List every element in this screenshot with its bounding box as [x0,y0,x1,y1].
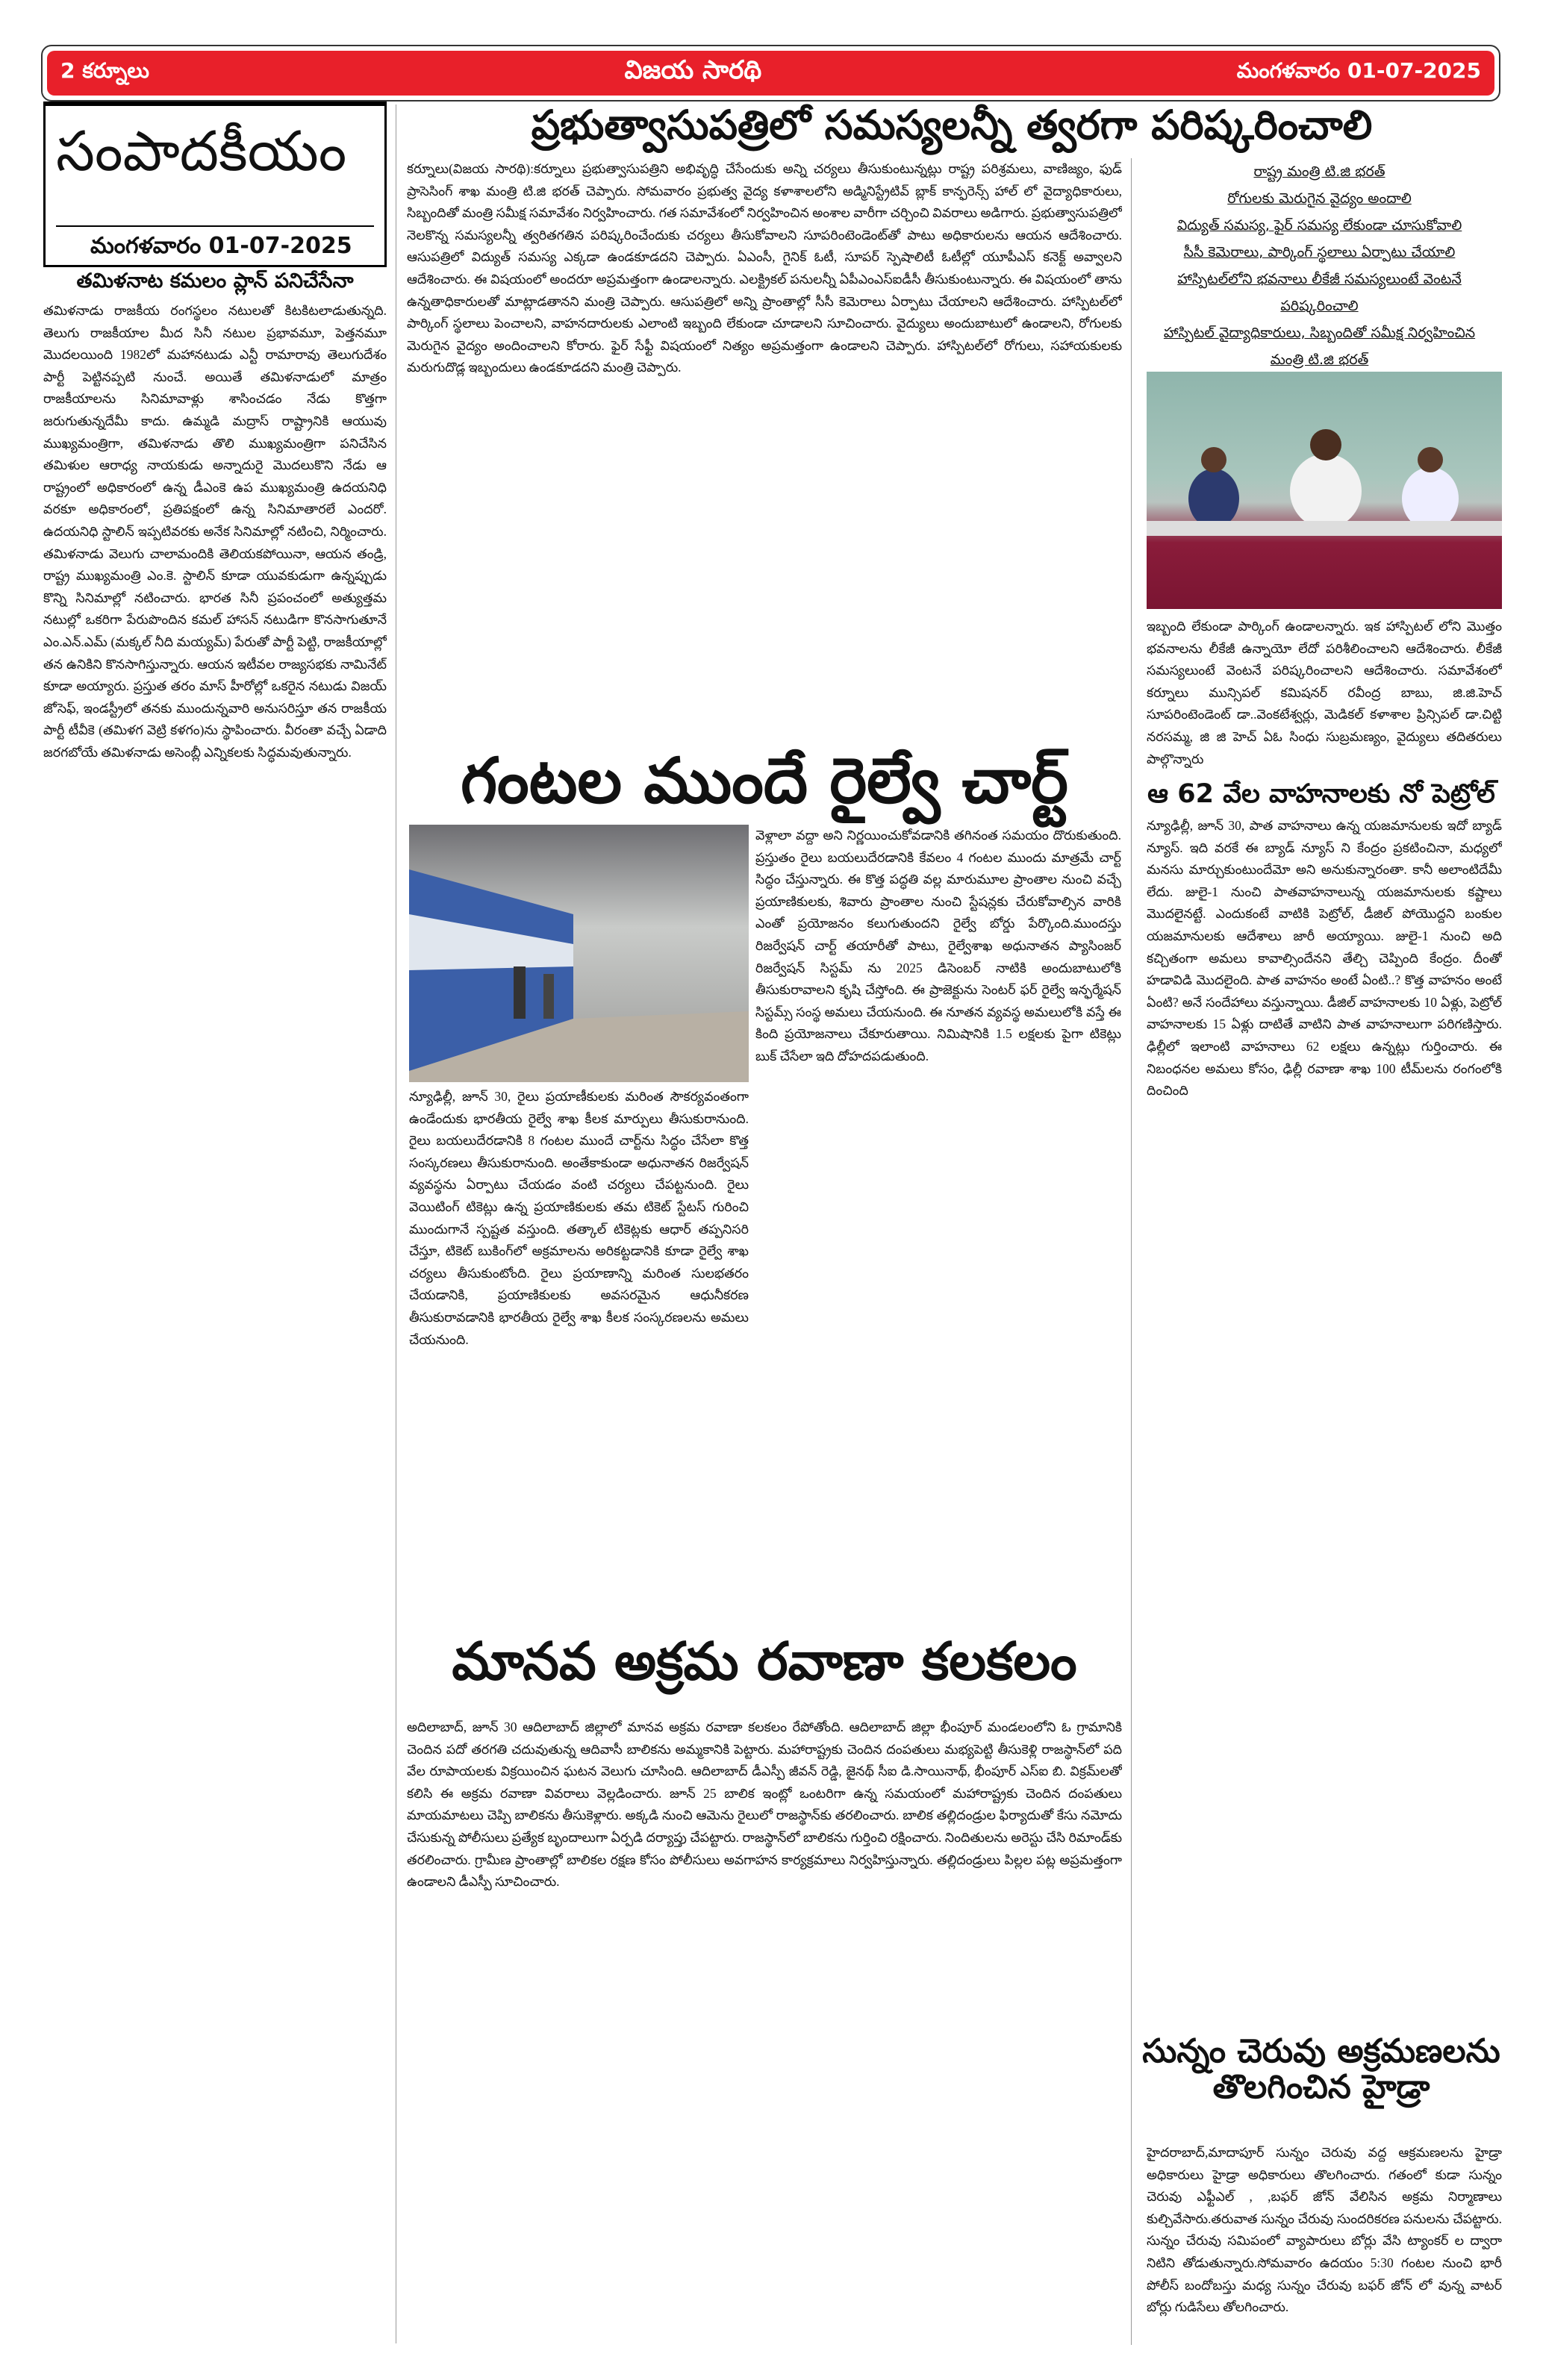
trafficking-headline: మానవ అక్రమ రవాణా కలకలం [452,1631,1077,1692]
hydra-headline-line1: సున్నం చెరువు అక్రమణలను [1142,2032,1500,2070]
subhead: రోగులకు మెరుగైన వైద్యం అందాలి [1227,190,1412,207]
subhead: హాస్పిటల్‌లోని భవనాలు లీకేజీ సమస్యలుంటే వెంటనే [1177,271,1462,287]
railway-body-col1: న్యూఢిల్లీ, జూన్ 30, రైలు ప్రయాణీకులకు మరింత సౌకర్యవంతంగా ఉండేందుకు భారతీయ రైల్వే శాఖ కీలక మార్పులు తీసుకురానుంది. రైలు బయలుదేరడానికి 8 గంటల ముందే చార్ట్‌ను సిద్ధం చేసేలా కొత్త సంస్కరణలు తీసుకురానుంది. అంతేకాకుండా అధునాతన రిజర్వేషన్ వ్యవస్థను ఏర్పాటు చేయడం వంటి చర్యలు చేపట్టనుంది. రైలు వెయిటింగ్ టికెట్లు ఉన్న ప్రయాణికులకు తమ టికెట్ స్టేటస్ గురించి ముందుగానే స్పష్టత వస్తుంది. తత్కాల్ టికెట్లకు ఆధార్ తప్పనిసరి చేస్తూ, టికెట్ బుకింగ్‌లో అక్రమాలను అరికట్టడానికి కూడా రైల్వే శాఖ చర్యలు తీసుకుంటోంది. రైలు ప్రయాణాన్ని మరింత సులభతరం చేయడానికి, ప్రయాణికులకు అవసరమైన ఆధునీకరణ తీసుకురావడానికి భారతీయ రైల్వే శాఖ కీలక సంస్కరణలను అమలు చేయనుంది. [409,1089,749,1347]
hospital-body-continued: ఇబ్బంది లేకుండా పార్కింగ్ ఉండాలన్నారు. ఇక హాస్పిటల్ లోని మొత్తం భవనాలను లీకేజీ ఉన్నాయో లేదో పరిశీలించాలని ఆదేశించారు. లీకేజీ సమస్యలుంటే వెంటనే పరిష్కరించాలని ఆదేశించారు. సమావేశంలో కర్నూలు మున్సిపల్ కమిషనర్ రవీంద్ర బాబు, జి.జి.హెచ్ సూపరింటెండెంట్ డా..వెంకటేశ్వర్లు, మెడికల్ కళాశాల ప్రిన్సిపల్ డా.చిట్టి నరసమ్మ, జి జి హెచ్ ఏఓ సింధు సుబ్రమణ్యం, వైద్యులు తదితరులు పాల్గొన్నారు [1147,619,1502,766]
editorial-box [43,101,387,267]
vehicles-headline: ఆ 62 వేల వాహనాలకు నో పెట్రోల్ [1147,779,1495,809]
newspaper-title: విజయ సారథి [624,55,762,85]
divider [56,225,374,227]
hydra-headline-line2: తొలగించిన హైడ్రా [1212,2068,1430,2107]
page-number: 2 కర్నూలు [60,58,149,83]
hydra-headline [1142,2034,1500,2106]
subhead: విద్యుత్ సమస్య, ఫైర్ సమస్య లేకుండా చూసుకోవాలి [1176,217,1462,234]
subhead: సీసీ కెమెరాలు, పార్కింగ్ స్థలాలు ఏర్పాటు చేయాలి [1183,244,1456,260]
trafficking-body: అదిలాబాద్, జూన్ 30 ఆదిలాబాద్ జిల్లాలో మానవ అక్రమ రవాణా కలకలం రేపోతోంది. ఆదిలాబాద్ జిల్లా భీంపూర్ మండలంలోని ఓ గ్రామానికి చెందిన పదో తరగతి చదువుతున్న ఆదివాసీ బాలికను అమ్మకానికి పెట్టారు. మహారాష్ట్రకు చెందిన దంపతులు మభ్యపెట్టి తీసుకెళ్లి రాజస్థాన్‌లో పది వేల రూపాయలకు విక్రయించిన ఘటన వెలుగు చూసింది. ఆదిలాబాద్ డీఎస్పీ జీవన్ రెడ్డి, జైనథ్ సీఐ డి.సాయినాథ్, భీంపూర్ ఎస్ఐ బి. విక్రమ్‌లతో కలిసి ఈ అక్రమ రవాణా వివరాలు వెల్లడించారు. జూన్ 25 బాలిక ఇంట్లో ఒంటరిగా ఉన్న సమయంలో మహారాష్ట్రకు చెందిన దంపతులు మాయమాటలు చెప్పి బాలికను తీసుకెళ్లారు. అక్కడి నుంచి ఆమెను రైలులో రాజస్థాన్‌కు తరలించారు. బాలిక తల్లిదండ్రుల ఫిర్యాదుతో కేసు నమోదు చేసుకున్న పోలీసులు ప్రత్యేక బృందాలుగా ఏర్పడి దర్యాప్తు చేపట్టారు. రాజస్థాన్‌లో బాలికను గుర్తించి రక్షించారు. నిందితులను అరెస్టు చేసి రిమాండ్‌కు తరలించారు. గ్రామీణ ప్రాంతాల్లో బాలికల రక్షణ కోసం పోలీసులు అవగాహన కార్యక్రమాలు నిర్వహిస్తున్నారు. తల్లిదండ్రులు పిల్లల పట్ల అప్రమత్తంగా ఉండాలని డీఎస్పీ సూచించారు. [407,1720,1122,1890]
hospital-headline: ప్రభుత్వాసుపత్రిలో సమస్యలన్నీ త్వరగా పరిష్కరించాలి [531,101,1373,149]
issue-date: మంగళవారం 01-07-2025 [1236,58,1481,83]
hospital-body: కర్నూలు(విజయ సారథి):కర్నూలు ప్రభుత్వాసుపత్రిని అభివృద్ధి చేసేందుకు అన్ని చర్యలు తీసుకుంటున్నట్లు రాష్ట్ర పరిశ్రమలు, వాణిజ్యం, ఫుడ్ ప్రాసెసింగ్ శాఖ మంత్రి టి.జి భరత్ చెప్పారు. సోమవారం ప్రభుత్వ వైద్య కళాశాలలోని అడ్మినిస్ట్రేటివ్ బ్లాక్ కాన్ఫరెన్స్ హాల్ లో వైద్యాధికారులు, సిబ్బందితో మంత్రి సమీక్ష సమావేశం నిర్వహించారు. గత సమావేశంలో నిర్వహించిన అంశాల వారీగా చర్చించి వివరాలు అడిగారు. ప్రభుత్వాసుపత్రిలో నెలకొన్న సమస్యలన్నీ త్వరితగతిన పరిష్కరించేందుకు చర్యలు తీసుకోవాలని సూపరింటెండెంట్‌తో పాటు అధికారులను ఆయన ఆదేశించారు. ఆసుపత్రిలో విద్యుత్ సమస్య ఎక్కడా ఉండకూడదని చెప్పారు. ఏఎంసీ, గైనిక్ ఓటీ, సూపర్ స్పెషాలిటీ ఓటీల్లో యూపీఎస్ కనెక్ట్ అవ్వాలని ఆదేశించారు. ఈ విషయంలో అందరూ అప్రమత్తంగా ఉండాలన్నారు. ఎలక్ట్రికల్ పనులన్నీ ఏపీఎంఎస్ఐడీసీ తీసుకుంటున్నారు. ఈ విషయంలో తాను ఉన్నతాధికారులతో మాట్లాడతానని మంత్రి చెప్పారు. ఆసుపత్రిలో అన్ని ప్రాంతాల్లో సీసీ కెమెరాలు ఏర్పాటు చేయాలని ఆదేశించారు. హాస్పిటల్‌లో పార్కింగ్ స్థలాలు పెంచాలని, వాహనదారులకు ఎలాంటి ఇబ్బంది లేకుండా చూడాలని సూచించారు. వైద్యులు అందుబాటులో ఉండాలని, రోగులకు మెరుగైన వైద్యం అందించాలని కోరారు. ఫైర్ సేఫ్టీ విషయంలో నిత్యం అప్రమత్తంగా ఉండాలని చెప్పారు. హాస్పిటల్‌లో రోగులు, సహాయకులకు మరుగుదొడ్ల ఇబ్బందులు ఉండకూడదని మంత్రి చెప్పారు. [407,161,1122,375]
hospital-subheads [1138,158,1500,373]
railway-platform-photo [409,825,749,1082]
railway-body-col2: వెళ్లాలా వద్దా అని నిర్ణయించుకోవడానికి తగినంత సమయం దొరుకుతుంది. ప్రస్తుతం రైలు బయలుదేరడానికి కేవలం 4 గంటల ముందు మాత్రమే చార్ట్ సిద్ధం చేస్తున్నారు. ఈ కొత్త పద్ధతి వల్ల మారుమూల ప్రాంతాల నుంచి వచ్చే ప్రయాణికులకు, శివారు ప్రాంతాల నుంచి స్టేషన్లకు చేరుకోవాల్సిన వారికి ఎంతో ప్రయోజనం కలుగుతుందని రైల్వే బోర్డు పేర్కొంది.ముందస్తు రిజర్వేషన్ చార్ట్ తయారీతో పాటు, రైల్వేశాఖ అధునాతన ప్యాసింజర్ రిజర్వేషన్ సిస్టమ్ ను 2025 డిసెంబర్ నాటికి అందుబాటులోకి తీసుకురావాలని కృషి చేస్తోంది. ఈ ప్రాజెక్టును సెంటర్ ఫర్ రైల్వే ఇన్ఫర్మేషన్ సిస్టమ్స్ సంస్థ అమలు చేయనుంది. ఈ నూతన వ్యవస్థ అమలులోకి వస్తే ఈ కింది ప్రయోజనాలు చేకూరుతాయి. నిమిషానికి 1.5 లక్షలకు పైగా టికెట్లు బుక్ చేసేలా ఇది దోహదపడుతుంది. [755,828,1121,1063]
subhead: మంత్రి టి.జి భరత్ [1270,352,1369,368]
railway-headline: గంటల ముందే రైల్వే చార్ట్ [461,744,1068,817]
editorial-headline: తమిళనాట కమలం ప్లాన్ పనిచేసేనా [76,269,354,293]
editorial-date: మంగళవారం 01-07-2025 [90,233,352,259]
masthead [41,45,1500,101]
train-illustration [409,825,749,1082]
subhead: రాష్ట్ర మంత్రి టి.జి భరత్ [1253,163,1385,180]
meeting-photo-figures [1147,372,1502,609]
editorial-body: తమిళనాడు రాజకీయ రంగస్థలం నటులతో కిటకిటలాడుతున్నది. తెలుగు రాజకీయాల మీద సినీ నటుల ప్రభావమూ, పెత్తనమూ మొదలయింది 1982లో మహానటుడు ఎన్టీ రామారావు తెలుగుదేశం పార్టీ పెట్టినప్పటి నుంచే. అయితే తమిళనాడులో మాత్రం రాజకీయాలను సినిమావాళ్లు శాసించడం నేడు కొత్తగా జరుగుతున్నదేమీ కాదు. ఉమ్మడి మద్రాస్ రాష్ట్రానికి ఆయువు ముఖ్యమంత్రిగా, తమిళనాడు తొలి ముఖ్యమంత్రిగా పనిచేసిన తమిళుల ఆరాధ్య నాయకుడు అన్నాదురై మొదలుకొని నేడు ఆ రాష్ట్రంలో అధికారంలో ఉన్న డీఎంకె ఉప ముఖ్యమంత్రి ఉదయనిధి వరకూ అధికారంలో, ప్రతిపక్షంలో ఉన్న సినిమాతారలే ఎందరో. ఉదయనిధి స్టాలిన్ ఇప్పటివరకు అనేక సినిమాల్లో నటించి, నిర్మించారు. తమిళనాడు వెలుగు చాలామందికి తెలియకపోయినా, ఆయన తండ్రి, రాష్ట్ర ముఖ్యమంత్రి ఎం.కె. స్టాలిన్ కూడా యువకుడుగా ఉన్నప్పుడు కొన్ని సినిమాల్లో నటించారు. భారత సినీ ప్రపంచంలో అత్యుత్తమ నటుల్లో ఒకరిగా పేరుపొందిన కమల్ హాసన్ నటుడిగా కొనసాగుతూనే ఎం.ఎన్.ఎమ్ (మక్కల్ నీది మయ్యమ్) పేరుతో పార్టీ పెట్టి, రాజకీయాల్లో తన ఉనికిని కొనసాగిస్తున్నారు. ఆయన ఇటీవల రాజ్యసభకు నామినేట్ కూడా అయ్యారు. ప్రస్తుత తరం మాస్ హీరోల్లో ఒకరైన నటుడు విజయ్ జోసెఫ్, ఇండస్ట్రీలో తనకు ముందున్నవారి అనుసరిస్తూ తన రాజకీయ పార్టీ టీవీకె (తమిళగ వెట్రి కళగం)ను స్థాపించారు. వీరంతా వచ్చే ఏడాది జరగబోయే తమిళనాడు అసెంబ్లీ ఎన్నికలకు సిద్ధమవుతున్నారు. [43,303,387,760]
column-divider [1131,158,1132,2345]
masthead-bar [47,51,1494,96]
subhead: పరిష్కరించాలి [1280,298,1359,314]
meeting-photo [1147,372,1502,609]
vehicles-body: న్యూఢిల్లీ, జూన్ 30, పాత వాహనాలు ఉన్న యజమానులకు ఇదో బ్యాడ్ న్యూస్. ఇది వరకే ఈ బ్యాడ్ న్యూస్ ని కేంద్రం ప్రకటించినా, మధ్యలో మనసు మార్చుకుంటుందేమో అని అనుకున్నారంతా. కానీ అలాంటిదేమీ లేదు. జులై-1 నుంచి పాతవాహనాలున్న యజమానులకు కష్టాలు మొదలైనట్టే. ఎందుకంటే వాటికి పెట్రోల్, డీజిల్ పోయొద్దని బంకుల యజమానులకు ఆదేశాలు జారీ అయ్యాయి. జులై-1 నుంచి అది కచ్చితంగా అమలు కావాల్సిందేనని తేల్చి చెప్పింది కేంద్రం. దీంతో హడావిడి మొదలైంది. పాత వాహనం అంటే ఏంటి..? కొత్త వాహనం అంటే ఏంటి? అనే సందేహాలు వస్తున్నాయి. డీజిల్ వాహనాలకు 10 ఏళ్లు, పెట్రోల్ వాహనాలకు 15 ఏళ్లు దాటితే వాటిని పాత వాహనాలుగా పరిగణిస్తారు. ఢిల్లీలో ఇలాంటి వాహనాలు 62 లక్షలు ఉన్నట్లు గుర్తించారు. ఈ నిబంధనల అమలు కోసం, ఢిల్లీ రవాణా శాఖ 100 టీమ్‌లను రంగంలోకి దించింది [1147,818,1502,1099]
editorial-label: సంపాదకీయం [56,119,347,184]
hydra-body: హైదరాబాద్,మాదాపూర్ సున్నం చెరువు వద్ద ఆక్రమణలను హైడ్రా అధికారులు హైడ్రా అధికారులు తొలగించారు. గతంలో కుడా సున్నం చెరువు ఎఫ్టీఎల్ , ,బఫర్ జోన్ వేలిసిన అక్రమ నిర్మాణాలు కుల్చివేసారు.తరువాత సున్నం చేరువు సుందరికరణ పనులను చేపట్టారు. సున్నం చేరువు సమిపంలో వ్యాపారులు బోర్లు వేసి ట్యాంకర్ ల ద్వారా నిటిని తోడుతున్నారు.సోమవారం ఉదయం 5:30 గంటల నుంచి భారీ పోలీస్ బందోబస్తు మధ్య సున్నం చేరువు బఫర్ జోన్ లో వున్న వాటర్ బోర్లు గుడిసేలు తోలగించారు. [1147,2145,1502,2315]
subhead: హాస్పిటల్ వైద్యాధికారులు, సిబ్బందితో సమీక్ష నిర్వహించిన [1163,325,1476,341]
